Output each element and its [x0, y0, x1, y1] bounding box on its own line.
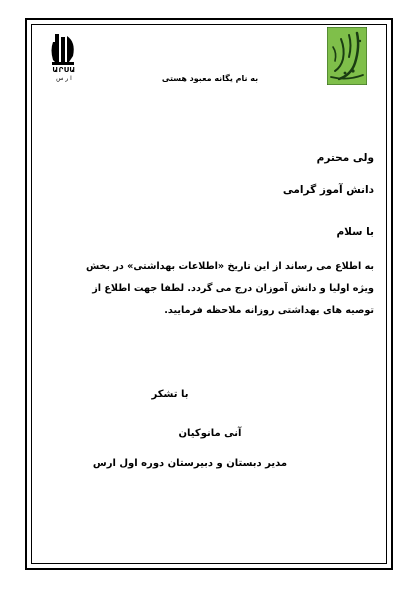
letter-body — [43, 256, 374, 322]
closing: با تشکر — [151, 389, 189, 400]
bismillah-heading: به نام یگانه معبود هستی — [161, 74, 259, 83]
body-line: توصیه های بهداشتی روزانه ملاحظه فرمایید. — [164, 305, 374, 316]
body-line: ویژه اولیا و دانش آموزان درج می گردد. لطفا جهت اطلاع از — [92, 283, 374, 294]
school-logo-armenian-text: ԱՐՍԱ — [52, 66, 76, 74]
salutation-parent: ولی محترم — [316, 152, 374, 164]
signer-title: مدیر دبستان و دبیرستان دوره اول ارس — [92, 458, 288, 469]
salutation-student: دانش آموز گرامی — [282, 184, 374, 196]
school-logo-caption: ا ر س — [56, 75, 72, 82]
body-line: به اطلاع می رساند از این تاریخ «اطلاعات بهداشتی» در بخش — [85, 261, 374, 272]
signer-name: آنی مانوکیان — [178, 428, 242, 439]
greeting: با سلام — [336, 226, 374, 238]
